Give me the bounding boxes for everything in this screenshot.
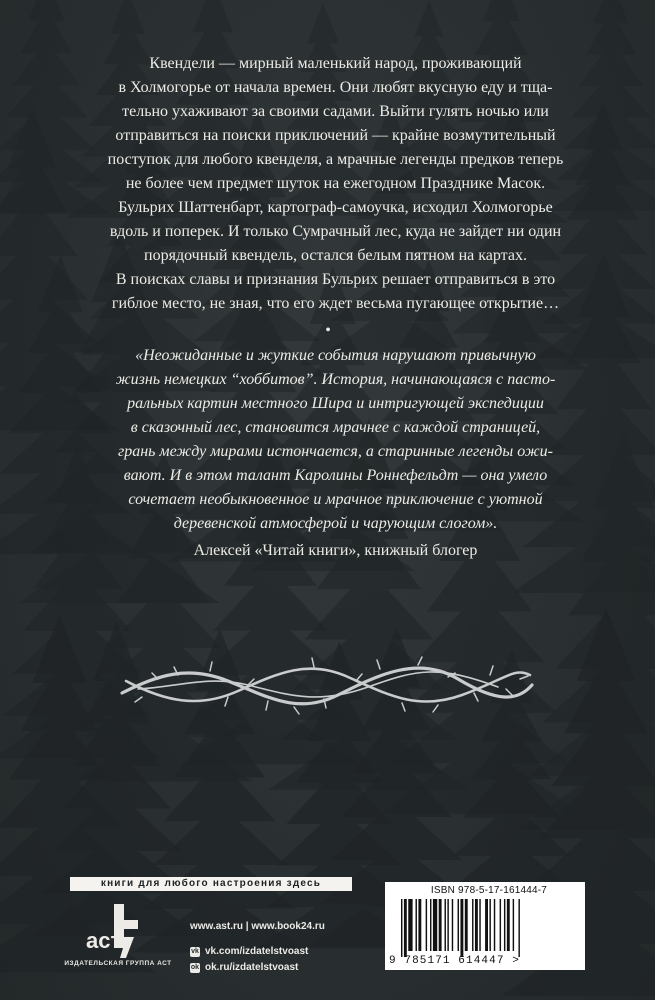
blurb-line: в Холмогорье от начала времен. Они любят вкусную еду и тща-	[118, 79, 553, 96]
quote-line: в сказочный лес, становится мрачнее с каждой страницей,	[130, 419, 541, 436]
blurb-line: тельно ухаживают за своими садами. Выйти гулять ночью или	[122, 103, 549, 120]
barcode-bars	[399, 899, 571, 957]
quote-line: деревенской атмосферой и чарующим слогом».	[173, 515, 498, 532]
barcode-digits: 9 785171 614447 >	[389, 955, 520, 967]
barcode-bar	[472, 899, 473, 951]
blurb-line: Квендели — мирный маленький народ, проживающий	[149, 55, 522, 72]
barcode-bar	[452, 899, 453, 951]
barcode-bar	[500, 899, 501, 951]
social-link-ok[interactable]	[190, 960, 308, 976]
barcode-bar	[426, 899, 427, 951]
review-quote	[88, 344, 583, 536]
barcode-bar	[513, 899, 514, 951]
blurb-line: отправиться на поиски приключений — крайне возмутительный	[115, 127, 556, 144]
barcode-bar	[504, 899, 505, 951]
thorn-vine-ornament	[118, 645, 536, 725]
barcode-bar	[507, 899, 510, 951]
barcode-bar	[439, 899, 442, 951]
barcode-bar	[408, 899, 412, 951]
publisher-name: ИЗДАТЕЛЬСКАЯ ГРУППА АСТ	[64, 960, 172, 967]
quote-line: «Неожиданные и жуткие события нарушают привычную	[135, 347, 536, 364]
barcode-bar	[485, 899, 488, 951]
vk-icon: vk	[191, 948, 199, 955]
barcode-bar	[489, 899, 490, 951]
barcode-bar	[479, 899, 480, 951]
isbn-label: ISBN 978-5-17-161444-7	[430, 885, 548, 896]
slogan-strip: книги для любого настроения здесь	[70, 877, 352, 891]
social-link-text: ok.ru/izdatelstvoast	[205, 962, 299, 973]
blurb-line: гиблое место, не зная, что его ждет весьма пугающее открытие…	[111, 295, 560, 312]
barcode-bar	[518, 899, 519, 957]
quote-line: жизнь немецких “хоббитов”. История, начинающаяся с пасто-	[115, 371, 556, 388]
blurb-line: В поисках славы и признания Бульрих решает отправиться в это	[115, 271, 556, 288]
quote-line: грань между мирами истончается, а старинные легенды ожи-	[117, 443, 554, 460]
separator-bullet: •	[325, 322, 331, 339]
logo-text: аст	[86, 928, 122, 953]
barcode-bar	[475, 899, 478, 951]
blurb-line: порядочный квендель, остался белым пятном на картах.	[144, 247, 527, 264]
barcode-bar	[430, 899, 431, 951]
quote-line: ральных картин местного Шира и интригующей экспедиции	[127, 395, 544, 412]
social-links	[190, 944, 308, 976]
barcode-bar	[416, 899, 417, 951]
barcode-bar	[401, 899, 402, 957]
ast-logo	[84, 900, 150, 958]
social-link-vk[interactable]	[190, 944, 308, 960]
ok-icon: ok	[190, 964, 200, 971]
blurb-line: вдоль и поперек. И только Сумрачный лес, куда не зайдет ни один	[109, 223, 562, 240]
barcode-bar	[404, 899, 407, 957]
website-links[interactable]: www.ast.ru | www.book24.ru	[190, 921, 325, 932]
barcode-bar	[460, 899, 463, 957]
quote-line: вают. И в этом талант Каролины Роннефельдт — она умело	[123, 467, 548, 484]
barcode-bar	[458, 899, 459, 951]
barcode-bar	[433, 899, 437, 951]
barcode-bar	[447, 899, 448, 951]
barcode-panel	[385, 882, 585, 970]
blurb-line: поступок для любого квенделя, а мрачные легенды предков теперь	[107, 151, 564, 168]
barcode-bar	[445, 899, 446, 951]
barcode-bar	[418, 899, 421, 951]
barcode-bar	[494, 899, 495, 951]
barcode-bar	[465, 899, 468, 951]
quote-line: сочетает необыкновенное и мрачное приключение с уютной	[128, 491, 543, 508]
blurb-line: не более чем предмет шуток на ежегодном Празднике Масок.	[125, 175, 546, 192]
quote-attribution: Алексей «Читай книги», книжный блогер	[193, 542, 478, 559]
blurb-line: Бульрих Шаттенбарт, картограф-самоучка, исходил Холмогорье	[118, 199, 553, 216]
annotation-text	[88, 52, 583, 316]
social-link-text: vk.com/izdatelstvoast	[205, 946, 309, 957]
